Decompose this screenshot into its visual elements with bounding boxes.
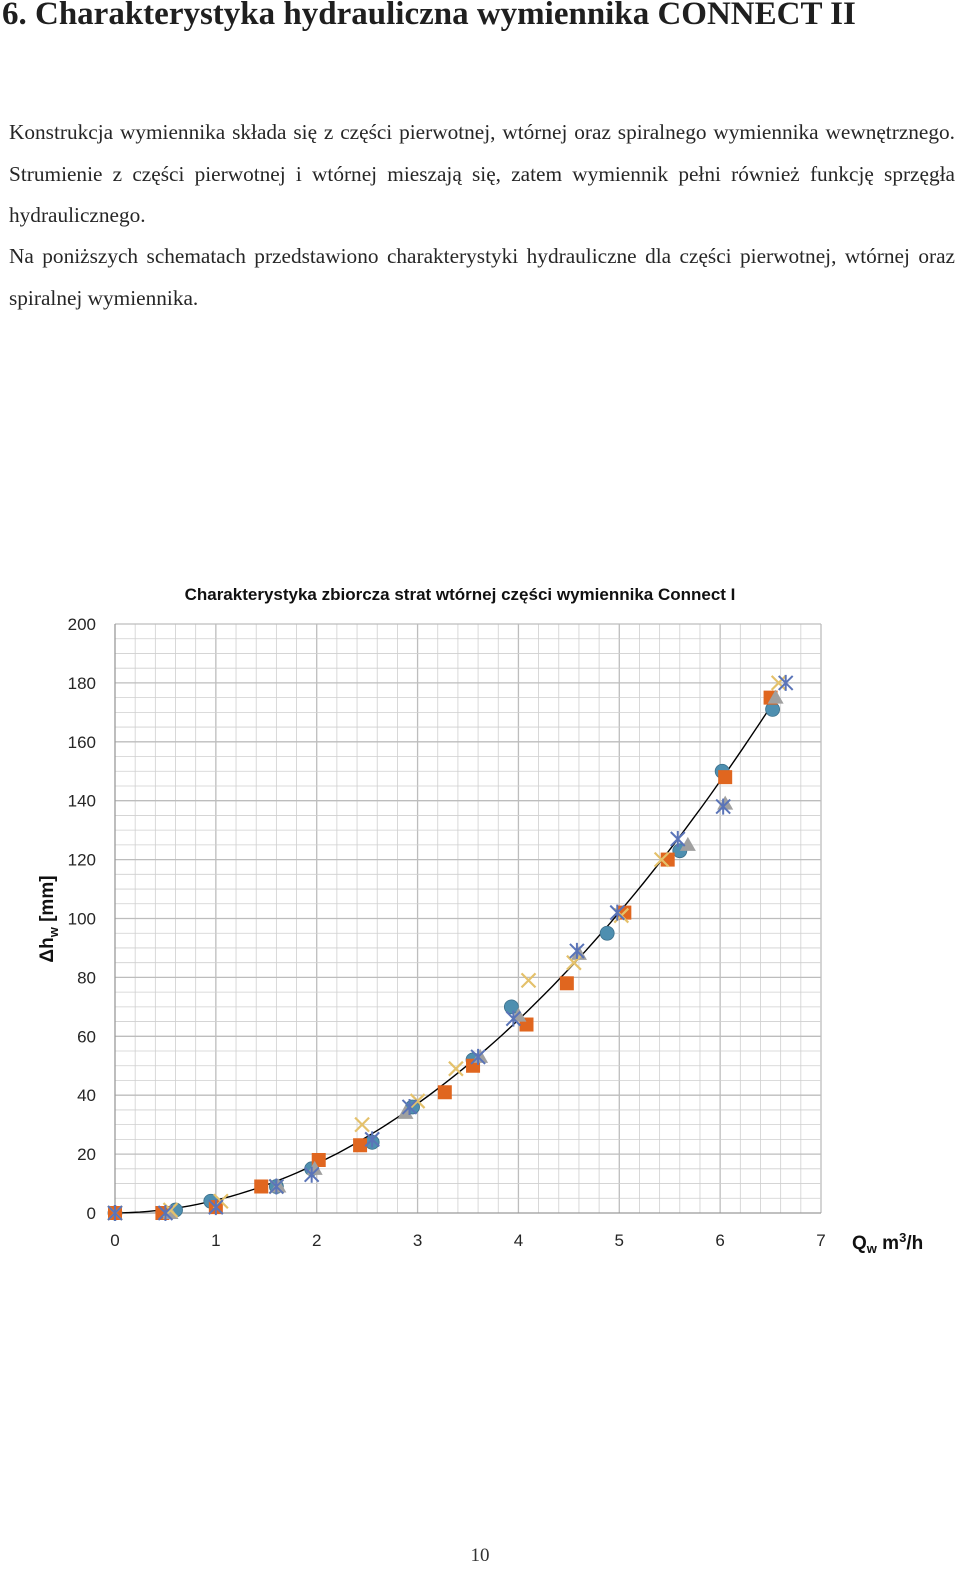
y-tick-label: 40 (77, 1086, 96, 1106)
x-tick-label: 1 (211, 1231, 221, 1250)
loss-characteristic-chart (0, 560, 960, 1280)
y-tick-label: 20 (77, 1145, 96, 1165)
x-tick-label: 0 (110, 1231, 120, 1250)
x-tick-label: 4 (513, 1231, 524, 1250)
chart-labels (37, 585, 923, 1256)
y-tick-label: 140 (67, 791, 96, 811)
x-tick-label: 7 (816, 1231, 826, 1250)
x-tick-label: 5 (614, 1231, 625, 1250)
x-tick-label: 3 (412, 1231, 423, 1250)
chart-grid (115, 624, 821, 1213)
marker-x (449, 1062, 463, 1076)
marker-x (522, 973, 536, 987)
x-tick-label: 6 (715, 1231, 725, 1250)
y-tick-label: 120 (67, 850, 96, 870)
y-tick-label: 60 (77, 1027, 96, 1047)
y-tick-label: 180 (67, 673, 96, 693)
chart-description-paragraph: Na poniższych schematach przedstawiono charakterystyki hydrauliczne dla części pierwotnej, wtórnej oraz spiralnej wymiennika. (9, 244, 955, 310)
chart-title: Charakterystyka zbiorcza strat wtórnej części wymiennika Connect I (184, 585, 736, 604)
y-tick-label: 0 (86, 1204, 96, 1223)
marker-circle (600, 926, 614, 940)
page-number: 10 (470, 1545, 490, 1566)
y-tick-label: 200 (67, 615, 96, 634)
y-axis-label: $\Delta h_w$ [mm] (37, 875, 61, 963)
marker-square (438, 1085, 452, 1099)
y-tick-label: 160 (67, 732, 96, 752)
x-axis-label: $Q_w$ $m^3/h$ (852, 1230, 924, 1256)
y-tick-label: 80 (77, 968, 96, 988)
marker-star (671, 831, 685, 847)
marker-square (560, 976, 574, 990)
section-heading: 6. Charakterystyka hydrauliczna wymiennika CONNECT II (2, 0, 856, 32)
marker-square (718, 770, 732, 784)
intro-paragraph: Konstrukcja wymiennika składa się z części pierwotnej, wtórnej oraz spiralnego wymiennika wewnętrznego. Strumienie z części pierwotnej i wtórnej mieszają się, zatem wymiennik pełni również funkcję sprzęgła hydraulicznego. (9, 120, 955, 227)
x-tick-label: 2 (311, 1231, 322, 1250)
y-tick-label: 100 (67, 909, 96, 929)
trend-curve (115, 699, 776, 1213)
marker-square (254, 1179, 268, 1193)
